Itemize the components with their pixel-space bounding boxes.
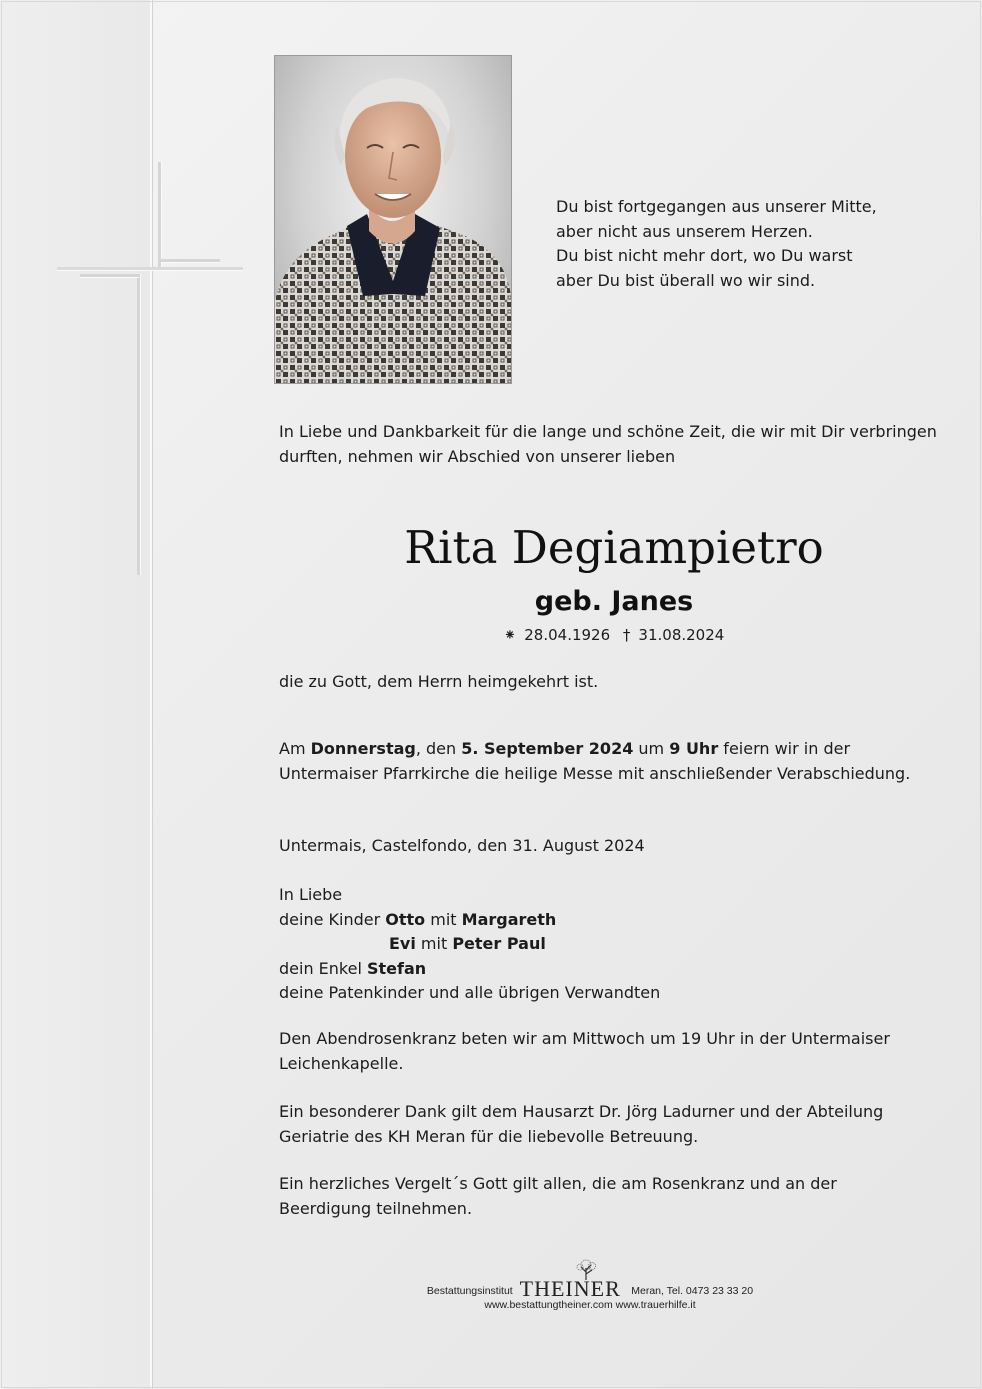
portrait-photo: [274, 55, 512, 384]
quote-line: aber nicht aus unserem Herzen.: [556, 221, 813, 241]
cross-ornament-horizontal: [57, 259, 243, 281]
quote-line: Du bist fortgegangen aus unserer Mitte,: [556, 197, 877, 216]
cross-ornament-vertical: [137, 162, 162, 575]
footer-contact: Meran, Tel. 0473 23 33 20: [631, 1285, 754, 1297]
mass-announcement: [279, 737, 959, 786]
deceased-name: Rita Degiampietro: [404, 521, 824, 574]
family-grandchild: dein Enkel Stefan: [279, 958, 427, 978]
memorial-quote: [556, 195, 956, 293]
footer-brand: THEINER: [520, 1276, 628, 1301]
footer-prefix: Bestattungsinstitut: [426, 1285, 513, 1297]
mass-date: 5. September 2024: [461, 739, 634, 758]
family-list: [279, 883, 959, 1006]
quote-line: aber Du bist überall wo wir sind.: [556, 270, 816, 290]
quote-line: Du bist nicht mehr dort, wo Du warst: [556, 246, 853, 265]
vergelts-line: Ein herzliches Vergelt´s Gott gilt allen, die am Rosenkranz und an der: [279, 1174, 837, 1193]
mass-day: Donnerstag: [310, 739, 416, 758]
portrait-illustration: [275, 56, 511, 383]
vergelts-line: Beerdigung teilnehmen.: [279, 1198, 473, 1218]
child-name: Otto: [385, 909, 426, 929]
family-children: deine Kinder Otto mit Margareth: [279, 909, 557, 929]
thanks-line: Geriatrie des KH Meran für die liebevolle Betreuung.: [279, 1126, 699, 1146]
place-date: Untermais, Castelfondo, den 31. August 2024: [279, 836, 645, 855]
death-cross-icon: †: [622, 626, 631, 644]
mass-line: Untermaiser Pfarrkirche die heilige Messe mit anschließender Verabschiedung.: [279, 763, 911, 783]
return-text: die zu Gott, dem Herrn heimgekehrt ist.: [279, 672, 599, 691]
child-name: Evi: [389, 934, 416, 953]
birth-star-icon: ⁕: [503, 626, 517, 644]
life-dates: [279, 625, 949, 645]
thanks-notice: [279, 1100, 959, 1149]
intro-text: In Liebe und Dankbarkeit für die lange und schöne Zeit, die wir mit Dir verbringen durften, nehmen wir Abschied von unserer lieben: [279, 422, 937, 466]
birth-name: geb. Janes: [534, 586, 694, 617]
spouse-name: Peter Paul: [452, 934, 546, 953]
grandchild-name: Stefan: [367, 958, 427, 978]
birth-date: 28.04.1926: [524, 626, 611, 644]
thanks-line: Ein besonderer Dank gilt dem Hausarzt Dr. Jörg Ladurner und der Abteilung: [279, 1102, 884, 1121]
rosary-line: Den Abendrosenkranz beten wir am Mittwoch um 19 Uhr in der Untermaiser: [279, 1029, 890, 1048]
footer-websites: www.bestattungtheiner.com www.trauerhilfe.it: [484, 1299, 696, 1311]
mass-line: Am Donnerstag, den 5. September 2024 um 9 Uhr feiern wir in der: [279, 739, 851, 758]
spouse-name: Margareth: [461, 909, 557, 929]
mass-time: 9 Uhr: [669, 739, 719, 758]
tree-logo-icon: [572, 1258, 600, 1280]
funeral-home-footer: [380, 1276, 800, 1312]
rosary-notice: [279, 1027, 959, 1076]
vergelts-notice: [279, 1172, 959, 1221]
family-children-2: Evi mit Peter Paul: [389, 934, 546, 953]
family-in-love: In Liebe: [279, 885, 343, 904]
family-others: deine Patenkinder und alle übrigen Verwandten: [279, 983, 661, 1002]
rosary-line: Leichenkapelle.: [279, 1053, 404, 1073]
death-date: 31.08.2024: [638, 626, 725, 644]
